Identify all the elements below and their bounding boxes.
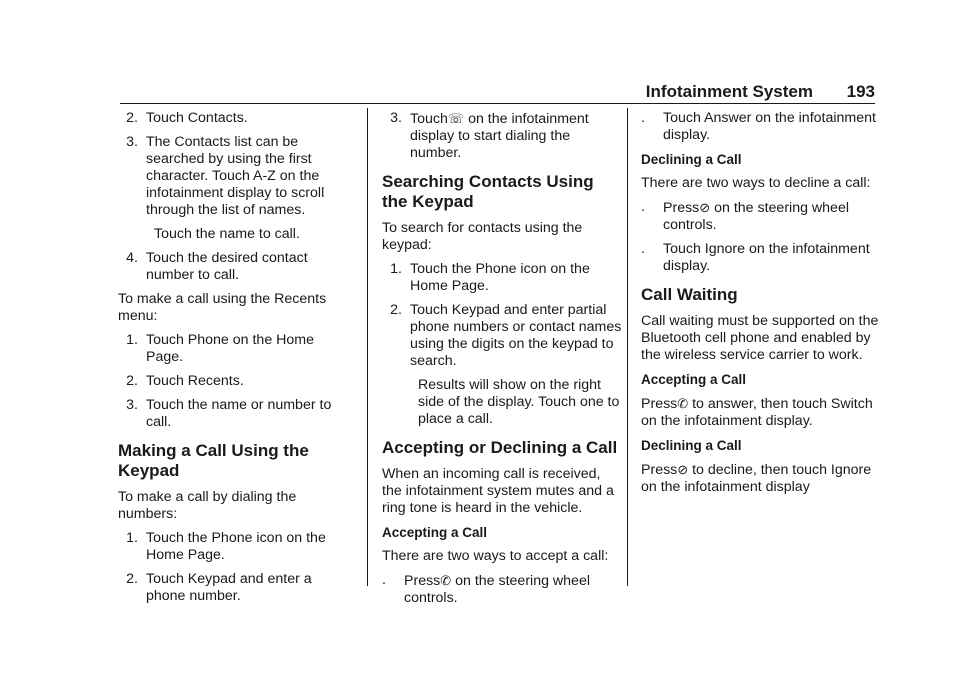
list-item: 2. Touch Keypad and enter a phone number. (126, 571, 312, 604)
paragraph: To search for contacts using the keypad: (382, 220, 583, 253)
bullet-item: . Touch Ignore on the infotainment display. (641, 241, 870, 274)
subheading: Accepting a Call (641, 372, 747, 387)
list-item: 2. Touch Contacts. (126, 110, 248, 126)
paragraph: Press✆ to answer, then touch Switch on the infotainment display. (641, 396, 873, 429)
paragraph: When an incoming call is received, the infotainment system mutes and a ring tone is heard in the vehicle. (382, 466, 614, 516)
list-item: 2. Touch Recents. (126, 373, 244, 389)
paragraph: There are two ways to decline a call: (641, 175, 871, 191)
section-heading: Making a Call Using the Keypad (118, 441, 309, 480)
page-number: 193 (846, 82, 875, 101)
header-divider (120, 103, 875, 104)
decline-icon: ⊘ (677, 462, 689, 477)
paragraph: Press⊘ to decline, then touch Ignore on the infotainment display (641, 462, 872, 495)
list-item: 1. Touch the Phone icon on the Home Page. (126, 530, 326, 563)
bullet-item: . Press✆ on the steering wheel controls. (382, 572, 590, 606)
paragraph: There are two ways to accept a call: (382, 548, 609, 564)
list-item: 3. Touch the name or number to call. (126, 397, 332, 430)
decline-icon: ⊘ (699, 200, 711, 215)
paragraph: Call waiting must be supported on the Bluetooth cell phone and enabled by the wireless service carrier to work. (641, 313, 879, 363)
section-heading: Searching Contacts Using the Keypad (382, 172, 594, 211)
column-3 (641, 110, 881, 503)
list-item: 1. Touch Phone on the Home Page. (126, 332, 314, 365)
call-icon: ☏ (447, 111, 465, 126)
list-item: 3. The Contacts list can be searched by using the first character. Touch A-Z on the infotainment display to scroll through the list of names. (126, 134, 325, 218)
list-item: 3. Touch☏ on the infotainment display to start dialing the number. (390, 110, 589, 161)
section-heading: Accepting or Declining a Call (382, 438, 618, 457)
list-sub-text: Touch the name to call. (154, 226, 300, 242)
subheading: Accepting a Call (382, 525, 488, 540)
list-item: 2. Touch Keypad and enter partial phone numbers or contact names using the digits on the keypad to search. (390, 302, 622, 369)
answer-icon: ✆ (677, 396, 689, 411)
subheading: Declining a Call (641, 152, 742, 167)
column-divider (367, 108, 368, 586)
column-2 (382, 110, 622, 614)
section-title: Infotainment System (645, 82, 813, 101)
list-item: 1. Touch the Phone icon on the Home Page. (390, 261, 590, 294)
answer-icon: ✆ (440, 573, 452, 588)
bullet-item: . Press⊘ on the steering wheel controls. (641, 199, 849, 233)
list-item: 4. Touch the desired contact number to call. (126, 250, 308, 283)
column-divider (627, 108, 628, 586)
paragraph: To make a call by dialing the numbers: (118, 489, 297, 522)
paragraph: To make a call using the Recents menu: (118, 291, 327, 324)
subheading: Declining a Call (641, 438, 742, 453)
bullet-item: . Touch Answer on the infotainment display. (641, 110, 876, 143)
list-sub-text: Results will show on the right side of the display. Touch one to place a call. (418, 377, 620, 427)
column-1 (118, 110, 348, 612)
section-heading: Call Waiting (641, 285, 738, 304)
